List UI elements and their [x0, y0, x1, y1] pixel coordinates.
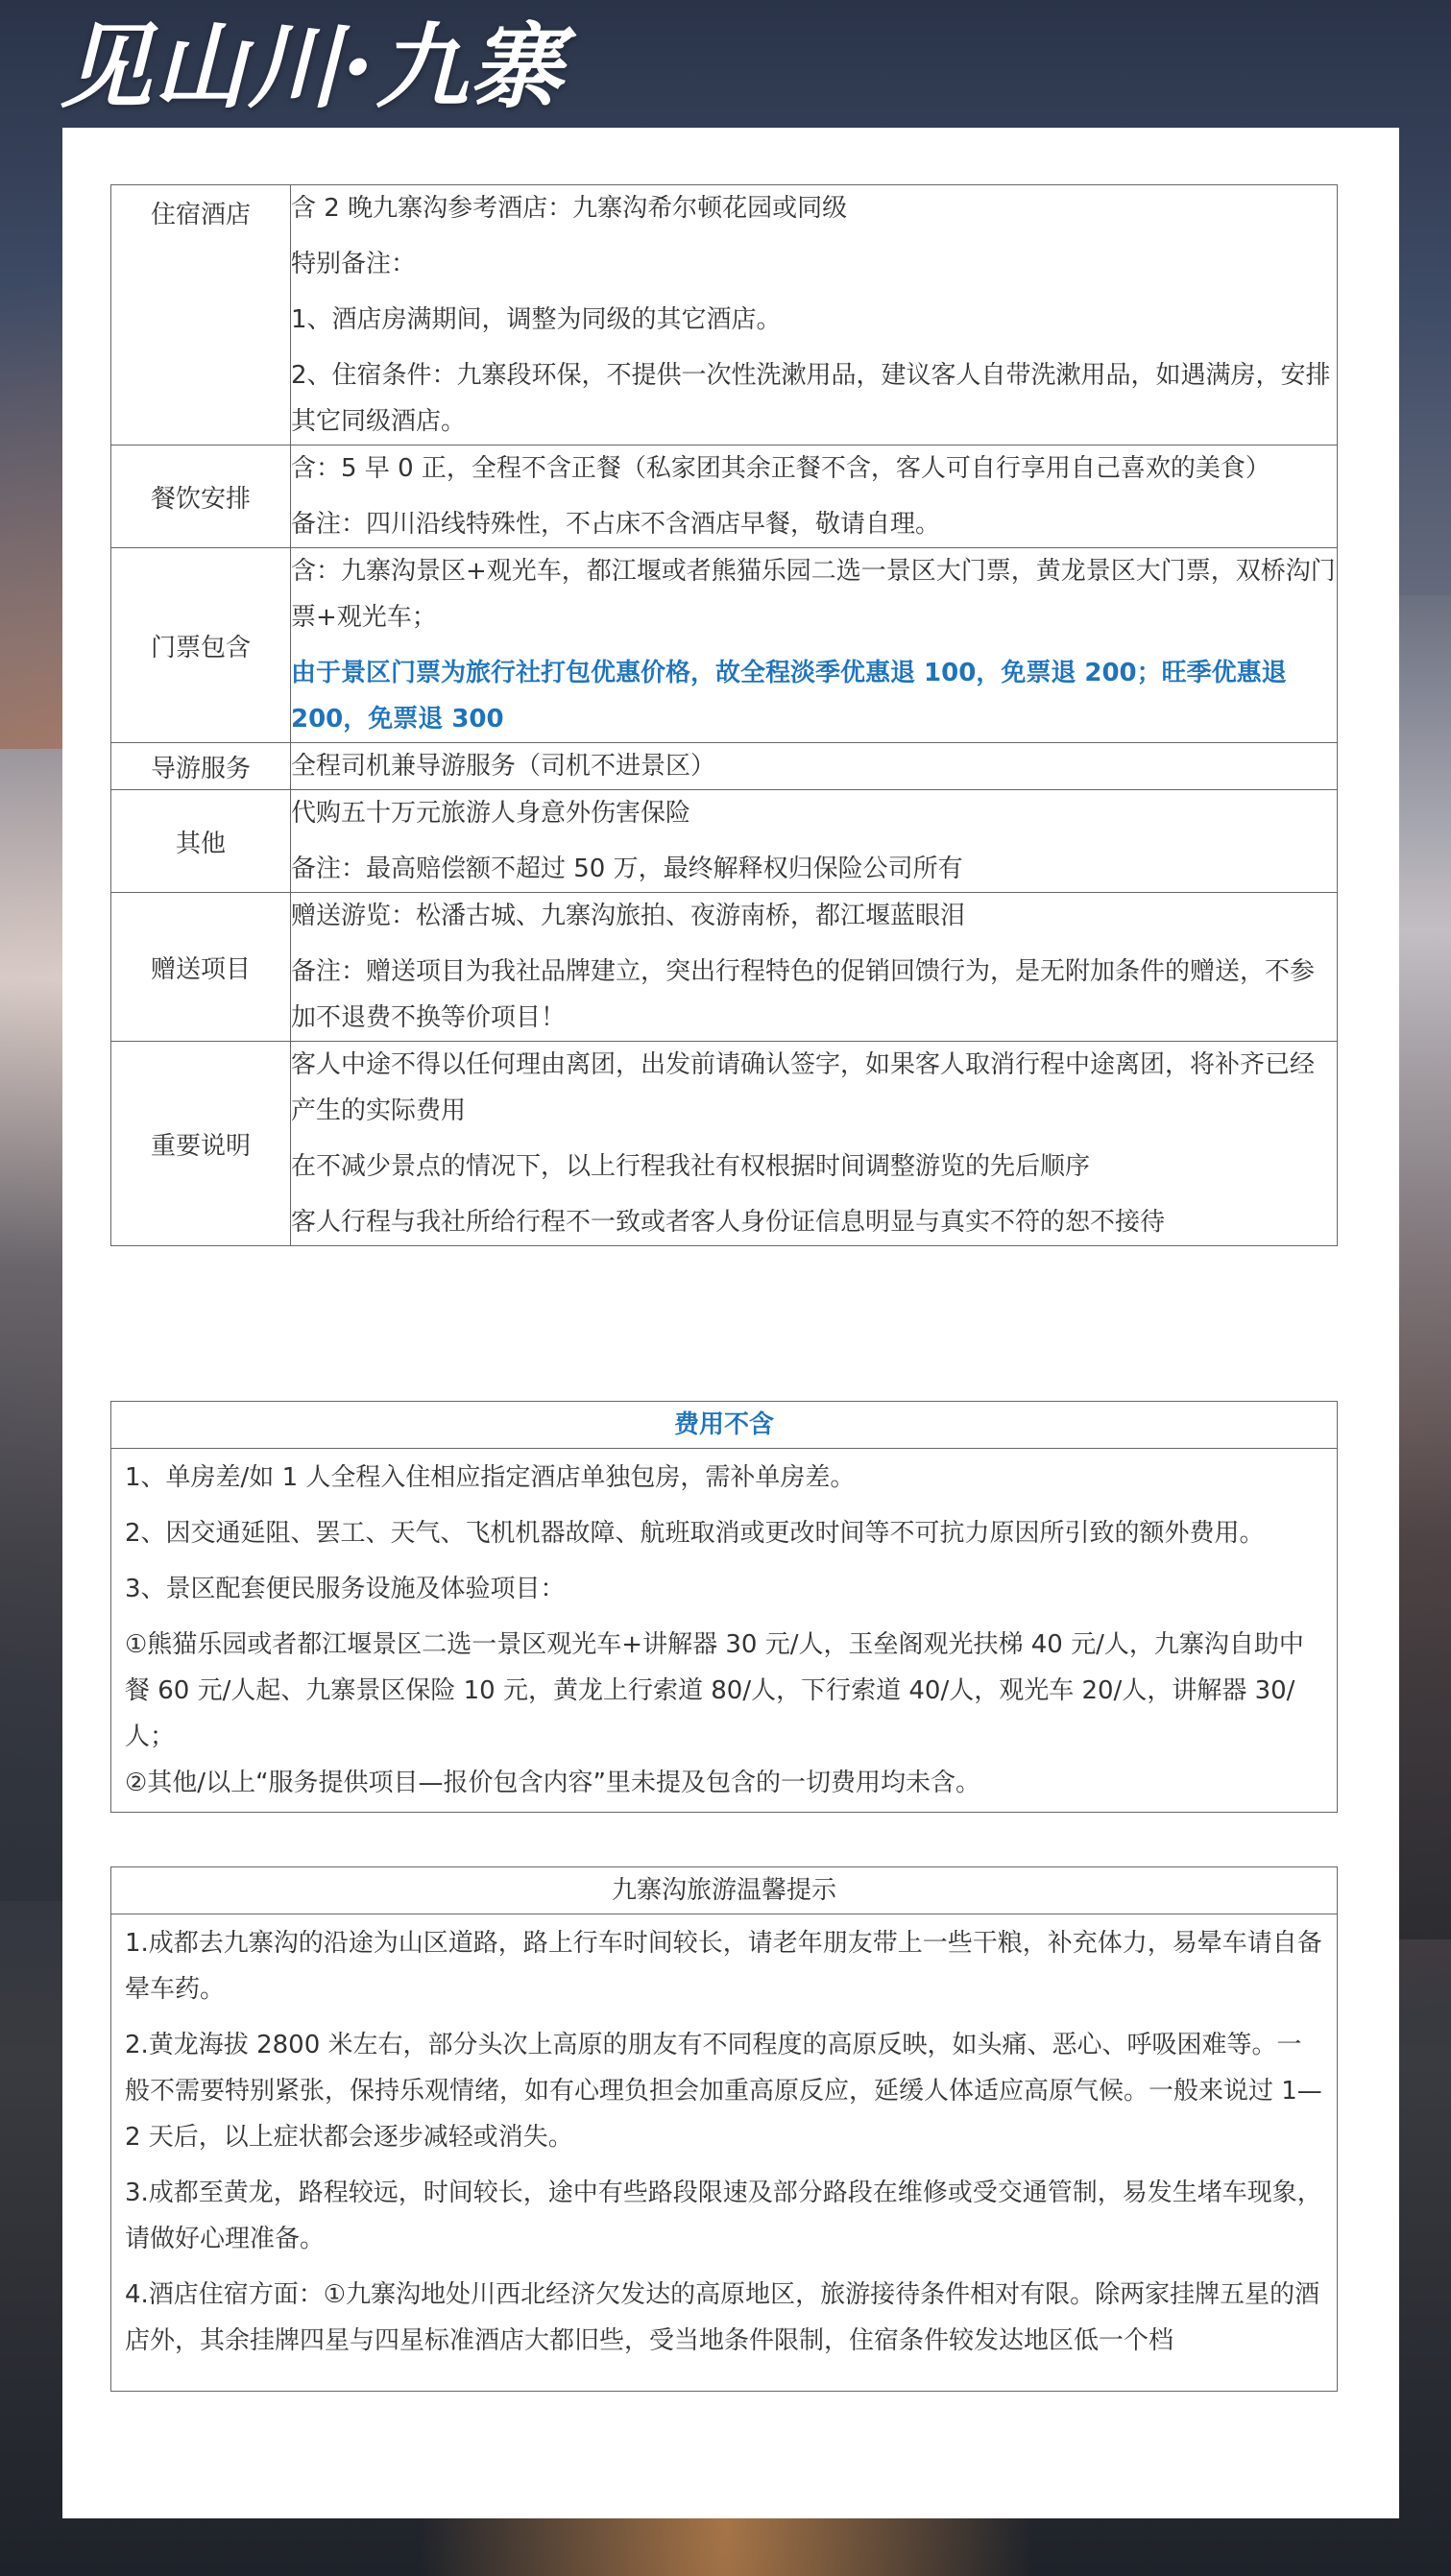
row-content-accommodation [291, 185, 1338, 445]
content-line: 备注：四川沿线特殊性，不占床不含酒店早餐，敬请自理。 [291, 510, 941, 539]
content-line: 2、住宿条件：九寨段环保，不提供一次性洗漱用品，建议客人自带洗漱用品，如遇满房，安排其它同级酒店。 [291, 361, 1331, 436]
content-line: 在不减少景点的情况下，以上行程我社有权根据时间调整游览的先后顺序 [291, 1152, 1091, 1181]
list-item: 2、因交通延阻、罢工、天气、飞机机器故障、航班取消或更改时间等不可抗力原因所引致的额外费用。 [125, 1519, 1265, 1548]
list-item: 3.成都至黄龙，路程较远，时间较长，途中有些路段限速及部分路段在维修或受交通管制，易发生堵车现象，请做好心理准备。 [125, 2179, 1322, 2253]
content-line: 代购五十万元旅游人身意外伤害保险 [291, 799, 691, 828]
row-label-other: 其他 [111, 790, 291, 893]
list-item: ①熊猫乐园或者都江堰景区二选一景区观光车+讲解器 30 元/人，玉垒阁观光扶梯 40 元/人，九寨沟自助中餐 60 元/人起、九寨景区保险 10 元，黄龙上行索道 80/人，下行索道 40/人，观光车 20/人，讲解器 30/人； [125, 1630, 1304, 1751]
service-info-table [110, 184, 1338, 1246]
table-row [111, 185, 1338, 445]
table-row [111, 548, 1338, 743]
content-line: 含 2 晚九寨沟参考酒店：九寨沟希尔顿花园或同级 [291, 194, 848, 223]
row-content-important [291, 1042, 1338, 1246]
row-label-important: 重要说明 [111, 1042, 291, 1246]
excluded-costs-box [110, 1401, 1338, 1813]
table-row [111, 790, 1338, 893]
content-line: 客人行程与我社所给行程不一致或者客人身份证信息明显与真实不符的恕不接待 [291, 1208, 1166, 1237]
travel-tips-box [110, 1866, 1338, 2392]
table-row [111, 445, 1338, 548]
list-item: 1、单房差/如 1 人全程入住相应指定酒店单独包房，需补单房差。 [125, 1463, 856, 1492]
content-line: 含：5 早 0 正，全程不含正餐（私家团其余正餐不含，客人可自行享用自己喜欢的美食） [291, 454, 1270, 483]
row-label-meals: 餐饮安排 [111, 445, 291, 548]
list-item: 4.酒店住宿方面：①九寨沟地处川西北经济欠发达的高原地区，旅游接待条件相对有限。除两家挂牌五星的酒店外，其余挂牌四星与四星标准酒店大都旧些，受当地条件限制，住宿条件较发达地区低一个档 [125, 2280, 1320, 2355]
row-label-gifts: 赠送项目 [111, 893, 291, 1042]
row-content-gifts [291, 893, 1338, 1042]
row-label-accommodation: 住宿酒店 [111, 185, 291, 445]
table-row [111, 1042, 1338, 1246]
list-item: ②其他/以上“服务提供项目—报价包含内容”里未提及包含的一切费用均未含。 [125, 1769, 981, 1797]
row-content-guide [291, 743, 1338, 790]
content-line: 备注：最高赔偿额不超过 50 万，最终解释权归保险公司所有 [291, 855, 963, 883]
excluded-costs-title: 费用不含 [111, 1402, 1337, 1449]
content-line: 备注：赠送项目为我社品牌建立，突出行程特色的促销回馈行为，是无附加条件的赠送，不参加不退费不换等价项目！ [291, 957, 1316, 1032]
content-line: 客人中途不得以任何理由离团，出发前请确认签字，如果客人取消行程中途离团，将补齐已经产生的实际费用 [291, 1050, 1316, 1125]
row-content-tickets [291, 548, 1338, 743]
travel-tips-title: 九寨沟旅游温馨提示 [111, 1867, 1337, 1914]
brand-logo: 见山川·九寨 [60, 12, 565, 121]
row-content-meals [291, 445, 1338, 548]
content-line: 赠送游览：松潘古城、九寨沟旅拍、夜游南桥，都江堰蓝眼泪 [291, 902, 966, 930]
table-row [111, 893, 1338, 1042]
table-row [111, 743, 1338, 790]
excluded-costs-body [111, 1449, 1337, 1806]
list-item: 3、景区配套便民服务设施及体验项目： [125, 1575, 566, 1603]
content-line: 1、酒店房满期间，调整为同级的其它酒店。 [291, 305, 782, 334]
content-sheet [62, 128, 1399, 2518]
content-line: 全程司机兼导游服务（司机不进景区） [291, 752, 716, 781]
travel-tips-body [111, 1914, 1337, 2364]
list-item: 1.成都去九寨沟的沿途为山区道路，路上行车时间较长，请老年朋友带上一些干粮，补充体力，易晕车请自备晕车药。 [125, 1929, 1322, 2004]
row-label-tickets: 门票包含 [111, 548, 291, 743]
row-content-other [291, 790, 1338, 893]
content-line: 特别备注： [291, 250, 417, 278]
row-label-guide: 导游服务 [111, 743, 291, 790]
ticket-refund-notice: 由于景区门票为旅行社打包优惠价格，故全程淡季优惠退 100，免票退 200；旺季优惠退 200，免票退 300 [291, 659, 1287, 734]
content-line: 含：九寨沟景区+观光车，都江堰或者熊猫乐园二选一景区大门票，黄龙景区大门票，双桥沟门票+观光车； [291, 557, 1336, 632]
list-item: 2.黄龙海拔 2800 米左右，部分头次上高原的朋友有不同程度的高原反映，如头痛、恶心、呼吸困难等。一般不需要特别紧张，保持乐观情绪，如有心理负担会加重高原反应，延缓人体适应高原气候。一般来说过 1—2 天后，以上症状都会逐步减轻或消失。 [125, 2031, 1322, 2152]
